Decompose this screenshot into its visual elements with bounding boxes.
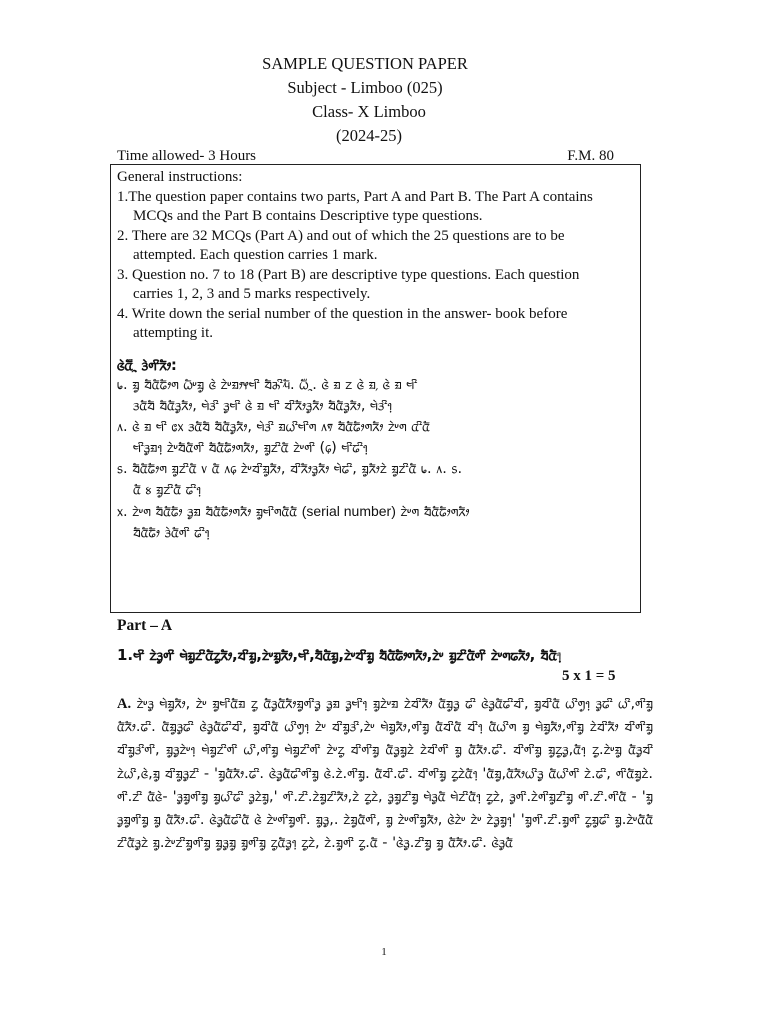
passage-text: ᤁᤧᤸᤋᤢ ᤗᤧᤀᤢᤖᤥ, ᤁᤧᤸ ᤀᤢᤗᤡᤂᤠᤀ ᤁᤢ ᤂᤠᤋᤢᤂᤠᤖᤥᤀᤢᤛᤡᤋᤢ ᤋᤢᤀ ᤋᤢᤗᤡ᥄ ᤀᤢᤁᤧᤸᤀ ᤁᤧᤔᤡᤖᤥ ᤂᤠᤀᤢᤋᤢ ᤒᤡ ᤜᤧᤋᤢᤂᤠᤒᤡᤔᤡ, ᤀᤢᤔᤡᤂᤠ ᤐᤡᤛᤢ᥄ ᤋᤢᤒᤡ ᤐᤡ,ᤛᤡᤀᤢ ᤂᤠᤖᤥ.ᤒᤡ. ᤂᤠᤀᤢᤋᤢᤒᤡ ᤜᤧᤋᤢᤂᤠᤒᤡᤔᤡ, ᤀᤢᤔᤡᤂᤠ ᤐᤡᤛᤢ᥄ ᤁᤧᤸ ᤔᤡᤀᤢᤋᤡ,ᤁᤧᤸ ᤗᤧᤀᤢᤖᤥ,ᤛᤡᤀᤢ ᤂᤠᤔᤡᤂᤠ ᤔᤡ᥄ ᤂᤠᤐᤡᤛ ᤀᤢ ᤗᤧᤀᤢᤖᤥ,ᤛᤡᤀᤢ ᤁᤧᤔᤡᤖᤥ ᤔᤡᤛᤡᤀᤢ ᤔᤡᤀᤢᤋᤡᤛᤡ, ᤀᤢᤋᤢᤁᤧᤸ᥄ ᤗᤧᤀᤢᤁᤡᤛᤡ ᤐᤡ,ᤛᤡᤀᤢ ᤗᤧᤀᤢᤁᤡᤛᤡ ᤁᤧᤸᤁᤢ ᤔᤡᤛᤡᤀᤢ ᤂᤠᤋᤢᤀᤢᤁᤧ ᤁᤧᤔᤡᤛᤡ ᤀᤢ ᤂᤠᤖᤥ.ᤒᤡ. ᤔᤡᤛᤡᤀᤢ ᤀᤢᤁᤢᤋᤢ,ᤂᤠ᥄ ᤁᤢ.ᤁᤧᤸᤀᤢ ᤂᤠᤋᤢᤔᤡ ᤁᤧᤐᤡ,ᤜᤧ,ᤀᤢ ᤔᤡᤀᤢᤋᤢᤁᤡ - 'ᤀᤢᤂᤠᤖᤥ.ᤒᤡ. ᤜᤧᤋᤢᤂᤠᤒᤡᤛᤡᤀᤢ ᤜᤧ.ᤁᤧ.ᤛᤡᤀᤢ. ᤂᤠᤔᤡ.ᤒᤡ. ᤔᤡᤛᤡᤀᤢ ᤁᤢᤁᤧᤂᤠ᥄ 'ᤂᤠᤀᤢ,ᤂᤠᤖᤥᤐᤡᤋᤢ ᤂᤠᤐᤡᤛᤡ ᤁᤧ.ᤒᤡ, ᤛᤡᤂᤠᤀᤢᤁᤧ. ᤛᤡ.ᤁᤡ ᤂᤠᤜᤧ- 'ᤋᤢᤀᤢᤛᤡᤀᤢ ᤀᤢᤐᤡᤒᤡ ᤋᤢᤁᤧᤀᤢ,' ᤛᤡ.ᤁᤡ.ᤁᤧᤀᤢᤁᤡᤖᤥ,ᤁᤧ ᤁᤢᤁᤧ, ᤋᤢᤀᤢᤁᤡᤀᤢ ᤗᤧᤋᤢᤂᤠ ᤗᤧᤁᤡᤂᤠ᥄ ᤁᤢᤁᤧ, ᤋᤢᤛᤡ.ᤁᤧᤛᤡᤀᤢᤁᤡᤀᤢ ᤛᤡ.ᤁᤡ.ᤛᤡᤂᤠ - 'ᤀᤢ ᤋᤢᤀᤢᤛᤡᤀᤢ ᤀᤢ ᤂᤠᤖᤥ.ᤒᤡ. ᤜᤧᤋᤢᤂᤠᤒᤡᤂᤠ ᤜᤧ ᤁᤧᤸᤛᤡᤀᤢᤛᤡ. ᤀᤢᤋᤢ,. ᤁᤧᤀᤢᤂᤠᤛᤡ, ᤀᤢ ᤁᤧᤸᤛᤡᤀᤢᤖᤥ, ᤜᤧᤁᤧᤸ ᤁᤧᤸ ᤁᤧᤋᤢᤀᤢ᥄' 'ᤀᤢᤛᤡ.ᤁᤡ.ᤀᤢᤛᤡ ᤁᤢᤀᤢᤒᤡ ᤀᤢ.ᤁᤧᤸᤂᤠᤂᤠ ᤁᤡᤂᤠᤋᤢᤁᤧ ᤀᤢ.ᤁᤧᤸᤁᤡᤀᤢᤛᤡᤀᤢ ᤀᤢᤋᤢᤀᤢ ᤀᤢᤛᤡᤀᤢ ᤁᤢᤂᤠᤋᤢ᥄ ᤁᤢᤁᤧ, ᤁᤧ.ᤀᤢᤛᤡ ᤁᤢ.ᤂᤠ - 'ᤜᤧᤋᤢ.ᤁᤡᤀᤢ ᤀᤢ ᤂᤠᤖᤥ.ᤒᤡ. ᤜᤧᤋᤢᤂᤠ xyxy=(117,696,654,852)
question-1-marks: 5 x 1 = 5 xyxy=(562,668,616,684)
limbu-instruction-2-cont: ᤗᤡᤋᤢᤀ᥄ ᤁᤧᤸᤔᤠᤂᤠᤛᤡ ᤔᤠᤂᤠᤒᤥᤛᤖᤥ, ᤀᤢᤁᤡᤂᤠ ᤁᤧᤸᤛᤡ (᥌) ᤗᤡᤒᤡ᥄ xyxy=(133,440,368,456)
instruction-4-cont: attempting it. xyxy=(133,325,213,341)
instruction-2-cont: attempted. Each question carries 1 mark. xyxy=(133,247,378,263)
instruction-1: 1.The question paper contains two parts, Part A and Part B. The Part A contains xyxy=(117,188,593,205)
question-1-text: 1.ᤗᤡ ᤁᤧᤋᤢᤛᤡ ᤗᤧᤀᤢᤁᤡᤂᤠᤁᤢᤖᤥ,ᤔᤡᤀᤢ,ᤁᤧᤸᤀᤢᤖᤥ,ᤗᤡ,ᤔᤠᤂᤠᤀᤢ,ᤁᤧᤸᤔᤡᤀᤢ ᤔᤠᤂᤠᤒᤥᤛᤖᤥ,ᤁᤧᤸ ᤀᤢᤁᤡᤂᤠᤛᤡ ᤁᤧᤸᤛᤒᤖᤥ, ᤔᤠᤂᤠ᥄ xyxy=(117,646,562,664)
instruction-2: 2. There are 32 MCQs (Part A) and out of which the 25 questions are to be xyxy=(117,227,565,244)
instructions-box xyxy=(110,164,641,613)
full-marks: F.M. 80 xyxy=(567,148,614,164)
limbu-instructions-heading: ᤜᤧᤂᤠ᤺ᤳ ᤋᤧᤛᤡᤖᤥ: xyxy=(117,355,177,374)
paper-header xyxy=(0,52,768,148)
reading-passage xyxy=(117,693,653,855)
year-line: (2024-25) xyxy=(336,126,402,145)
instruction-3-cont: carries 1, 2, 3 and 5 marks respectively. xyxy=(133,286,371,302)
serial-number-note: (serial number) xyxy=(301,503,396,519)
limbu-instruction-1: ᥇. ᤀᤢ ᤔᤠᤂᤠᤒᤥᤛ ᤐᤠᤸᤀᤢ ᤜᤧ ᤁᤧᤸᤀᤣᤶᤗᤡ ᤔᤠᤌᤡᤘᤠ. ᤐᤠ᤺ᤳ. ᤜᤧ ᤀ ᤁ ᤜᤧ ᤀ᤹ ᤜᤧ ᤀ ᤗᤡ xyxy=(117,377,418,393)
limbu-instruction-3-cont: ᤂᤠ ᥍ ᤀᤢᤁᤡᤂᤠ ᤒᤡ᥄ xyxy=(133,482,202,498)
limbu-instruction-3: ᥉. ᤔᤠᤂᤠᤒᤥᤛ ᤀᤢᤁᤡᤂᤠ ᥎ ᤂᤠ ᥈᥌ ᤁᤧᤸᤔᤡᤀᤢᤖᤥ, ᤔᤡᤖᤥᤋᤢᤖᤥ ᤗᤧᤒᤡ, ᤀᤢᤖᤥᤁᤧ ᤀᤢᤁᤡᤂᤠ ᥇. ᥈. ᥉. xyxy=(117,461,463,477)
time-allowed: Time allowed- 3 Hours xyxy=(117,148,257,164)
instruction-1-cont: MCQs and the Part B contains Descriptive type questions. xyxy=(133,208,483,224)
part-a-title: Part – A xyxy=(117,617,173,634)
limbu-instruction-4-cont: ᤔᤠᤂᤠᤒᤥ ᤋᤧᤂᤠᤛᤡ ᤒᤡ᥄ xyxy=(133,525,210,541)
paper-title: SAMPLE QUESTION PAPER xyxy=(262,54,468,73)
instruction-3: 3. Question no. 7 to 18 (Part B) are descriptive type questions. Each question xyxy=(117,266,580,283)
instructions-heading: General instructions: xyxy=(117,169,243,185)
limbu-instruction-4-text: ᥊. ᤁᤧᤸᤛ ᤔᤠᤂᤠᤒᤥ ᤋᤢᤀ ᤔᤠᤂᤠᤒᤥᤛᤖᤥ ᤀᤢᤗᤡᤛᤂᤠᤂᤠ xyxy=(117,504,298,520)
limbu-instruction-2: ᥈. ᤜᤧ ᤀ ᤗᤡ ᥋᥊ ᤋᤂᤠᤔᤠ ᤔᤠᤂᤠᤋᤢᤖᤥ, ᤗᤧᤋᤡ ᤀᤐᤡᤗᤡᤛ ᥈᥏ ᤔᤠᤂᤠᤒᤥᤛᤖᤥ ᤁᤧᤸᤛ ᤂᤡᤂᤠ xyxy=(117,419,430,435)
page-number: 1 xyxy=(381,946,387,958)
subject-line: Subject - Limboo (025) xyxy=(287,78,443,97)
limbu-instruction-4-tail: ᤁᤧᤸᤛ ᤔᤠᤂᤠᤒᤥᤛᤖᤥ xyxy=(400,504,470,520)
instruction-4: 4. Write down the serial number of the question in the answer- book before xyxy=(117,305,568,322)
class-line: Class- X Limboo xyxy=(312,102,426,121)
limbu-instruction-1-cont: ᤋᤂᤠᤔᤠ ᤔᤠᤂᤠᤋᤢᤖᤥ, ᤗᤧᤋᤡ ᤋᤢᤗᤡ ᤜᤧ ᤀ ᤗᤡ ᤔᤡᤖᤥᤋᤢᤖᤥ ᤔᤠᤂᤠᤋᤢᤖᤥ, ᤗᤧᤋᤡ᥄ xyxy=(133,398,393,414)
time-marks-row xyxy=(117,146,614,166)
passage-label: A. xyxy=(117,696,132,712)
limbu-instruction-4 xyxy=(117,501,635,523)
